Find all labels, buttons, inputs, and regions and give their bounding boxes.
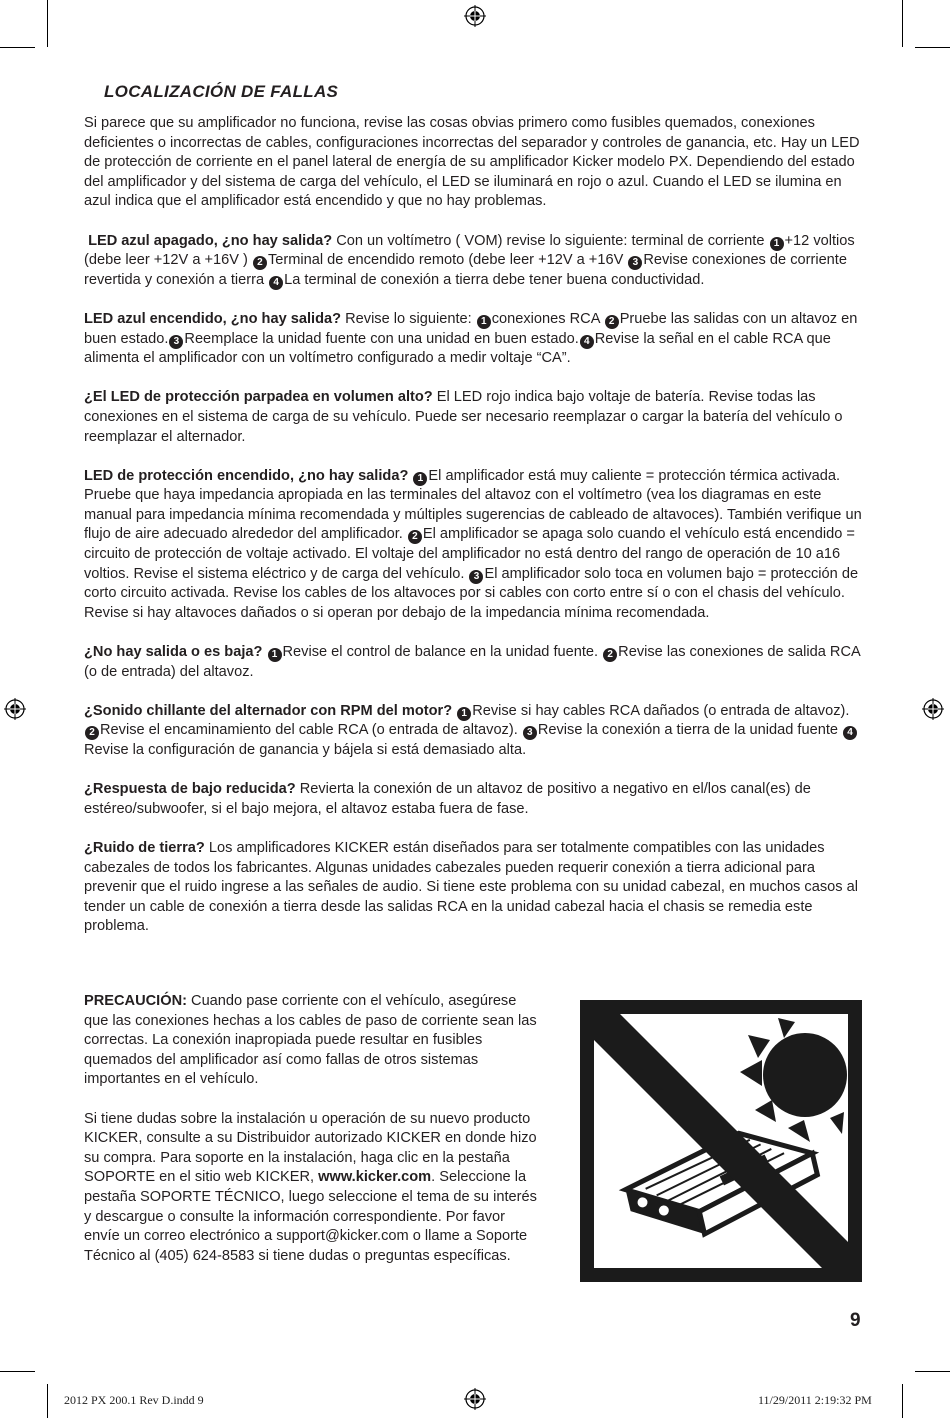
lower-left-column — [84, 992, 544, 1286]
section-heading: ¿Respuesta de bajo reducida? — [84, 781, 296, 798]
number-2-icon: 2 — [605, 315, 619, 329]
number-2-icon: 2 — [603, 648, 617, 662]
no-sun-amplifier-icon — [580, 1000, 862, 1282]
section-led-blue-off: LED azul apagado, ¿no hay salida? Con un voltímetro ( VOM) revise lo siguiente: terminal de corriente 1 +12 voltios (debe leer +12V a +16V ) 2 Terminal de encendido remoto (debe leer +12V a +16V 3 Revise conexiones de corriente revertida y conexión a tierra 4 La terminal de conexión a tierra debe tener buena conductividad. — [84, 232, 855, 288]
number-2-icon: 2 — [253, 256, 267, 270]
section-reduced-bass: ¿Respuesta de bajo reducida? Revierta la conexión de un altavoz de positivo a negativo en el/los canal(es) de estéreo/subwoofer, si el bajo mejora, el altavoz estaba fuera de fase. — [84, 781, 811, 817]
section-ground-noise: ¿Ruido de tierra? Los amplificadores KICKER están diseñados para ser totalmente compatibles con las unidades cabezales de todos los fabricantes. Algunas unidades cabezales pueden requerir conexión a tierra adicional para prevenir que el ruido ingrese a las señales de audio. Si tiene este problema con su unidad cabezal, en muchos casos al tender un cable de conexión a tierra desde las salidas RCA en la unidad cabezal hacia el chasis se remedia este problema. — [84, 839, 858, 935]
section-heading: ¿Sonido chillante del alternador con RPM del motor? — [84, 702, 453, 719]
section-protection-led: LED de protección encendido, ¿no hay salida? 1 El amplificador está muy caliente = protección térmica activada. Pruebe que haya impedancia apropiada en las terminales del altavoz con el voltímetro (vea los diagramas en este manual para impedancia mínima recomendada y múltiples sugerencias de cableado de altavoces). También verifique un flujo de aire adecuado alrededor del amplificador. 2 El amplificador se apaga solo cuando el vehículo está encendido = circuito de protección de voltaje activado. El voltaje del amplificador no está dentro del rango de operación de 10 a16 voltios. Revise el sistema eléctrico y de carga del vehículo. 3 El amplificador solo toca en volumen bajo = protección de corto circuito activada. Revise los cables de los altavoces por si cables con corto entre sí o con el chasis del vehículo. Revise si hay altavoces dañados o si operan por debajo de la impedancia mínima recomendada. — [84, 467, 862, 621]
slug-filename: 2012 PX 200.1 Rev D.indd 9 — [64, 1393, 204, 1407]
number-1-icon: 1 — [477, 315, 491, 329]
number-3-icon: 3 — [169, 335, 183, 349]
number-1-icon: 1 — [268, 648, 282, 662]
support-paragraph: Si tiene dudas sobre la instalación u operación de su nuevo producto KICKER, consulte a su Distribuidor autorizado KICKER en donde hizo su compra. Para soporte en la instalación, haga clic en la pestaña SOPORTE en el sitio web KICKER, www.kicker.com. Seleccione la pestaña SOPORTE TÉCNICO, luego seleccione el tema de su interés y descargue o consulte la información correspondiente. Por favor envíe un correo electrónico a support@kicker.com o llame a Soporte Técnico al (405) 624-8583 si tiene dudas o preguntas específicas. — [84, 1110, 537, 1264]
section-heading: ¿El LED de protección parpadea en volumen alto? — [84, 389, 433, 406]
crop-mark — [915, 1371, 950, 1372]
number-2-icon: 2 — [408, 530, 422, 544]
number-1-icon: 1 — [770, 237, 784, 251]
troubleshooting-body — [84, 114, 868, 957]
crop-mark — [47, 1384, 48, 1418]
number-3-icon: 3 — [523, 726, 537, 740]
registration-mark-icon — [922, 698, 944, 720]
intro-paragraph: Si parece que su amplificador no funciona, revise las cosas obvias primero como fusibles quemados, conexiones deficientes o incorrectas de cables, configuraciones incorrectas del separador y controles de ganancia, etc. Hay un LED de protección de corriente en el panel lateral de energía de su amplificador Kicker modelo PX. Dependiendo del estado del amplificador y del sistema de carga del vehículo, el LED se iluminará en rojo o azul. Cuando el LED se ilumina en azul indica que el amplificador está encendido y que no hay problemas. — [84, 115, 860, 210]
section-heading: ¿No hay salida o es baja? — [84, 644, 263, 661]
number-1-icon: 1 — [457, 707, 471, 721]
section-heading: ¿Ruido de tierra? — [84, 839, 205, 856]
number-2-icon: 2 — [85, 726, 99, 740]
number-3-icon: 3 — [628, 256, 642, 270]
crop-mark — [902, 0, 903, 47]
crop-mark — [902, 1384, 903, 1418]
crop-mark — [915, 47, 950, 48]
page-number: 9 — [850, 1310, 861, 1331]
section-heading: LED azul encendido, ¿no hay salida? — [84, 310, 342, 327]
registration-mark-icon — [464, 5, 486, 27]
number-4-icon: 4 — [269, 276, 283, 290]
section-heading: LED azul apagado, ¿no hay salida? — [88, 232, 333, 249]
section-led-blinking: ¿El LED de protección parpadea en volumen alto? El LED rojo indica bajo voltaje de batería. Revise todas las conexiones en el sistema de carga de su vehículo. Puede ser necesario reemplazar o cargar la batería del vehículo o reemplazar el alternador. — [84, 389, 843, 445]
caution-paragraph: PRECAUCIÓN: Cuando pase corriente con el vehículo, asegúrese que las conexiones hechas a los cables de paso de corriente sean las correctas. La conexión inapropiada puede resultar en fusibles quemados del amplificador así como fallas de otros sistemas importantes en el vehículo. — [84, 993, 537, 1088]
number-3-icon: 3 — [469, 570, 483, 584]
section-alternator-whine: ¿Sonido chillante del alternador con RPM del motor? 1 Revise si hay cables RCA dañados (o entrada de altavoz). 2 Revise el encaminamiento del cable RCA (o entrada de altavoz). 3 Revise la conexión a tierra de la unidad fuente 4Revise la configuración de ganancia y bájela si está demasiado alta. — [84, 702, 868, 761]
page-title: LOCALIZACIÓN DE FALLAS — [104, 82, 339, 101]
crop-mark — [0, 1371, 35, 1372]
crop-mark — [47, 0, 48, 47]
registration-mark-icon — [4, 698, 26, 720]
number-4-icon: 4 — [580, 335, 594, 349]
number-1-icon: 1 — [413, 472, 427, 486]
section-heading: LED de protección encendido, ¿no hay salida? — [84, 467, 409, 484]
caution-heading: PRECAUCIÓN: — [84, 993, 187, 1009]
registration-mark-icon — [464, 1388, 486, 1410]
section-led-blue-on: LED azul encendido, ¿no hay salida? Revise lo siguiente: 1 conexiones RCA 2 Pruebe las salidas con un altavoz en buen estado. 3 Reemplace la unidad fuente con una unidad en buen estado. 4 Revise la señal en el cable RCA que alimenta el amplificador con un voltímetro configurado a medir voltaje “CA”. — [84, 310, 858, 367]
website-link[interactable]: www.kicker.com — [318, 1169, 432, 1186]
section-no-output: ¿No hay salida o es baja? 1 Revise el control de balance en la unidad fuente. 2 Revise las conexiones de salida RCA (o de entrada) del altavoz. — [84, 644, 860, 680]
slug-timestamp: 11/29/2011 2:19:32 PM — [758, 1393, 872, 1407]
crop-mark — [0, 47, 35, 48]
number-4-icon: 4 — [843, 726, 857, 740]
